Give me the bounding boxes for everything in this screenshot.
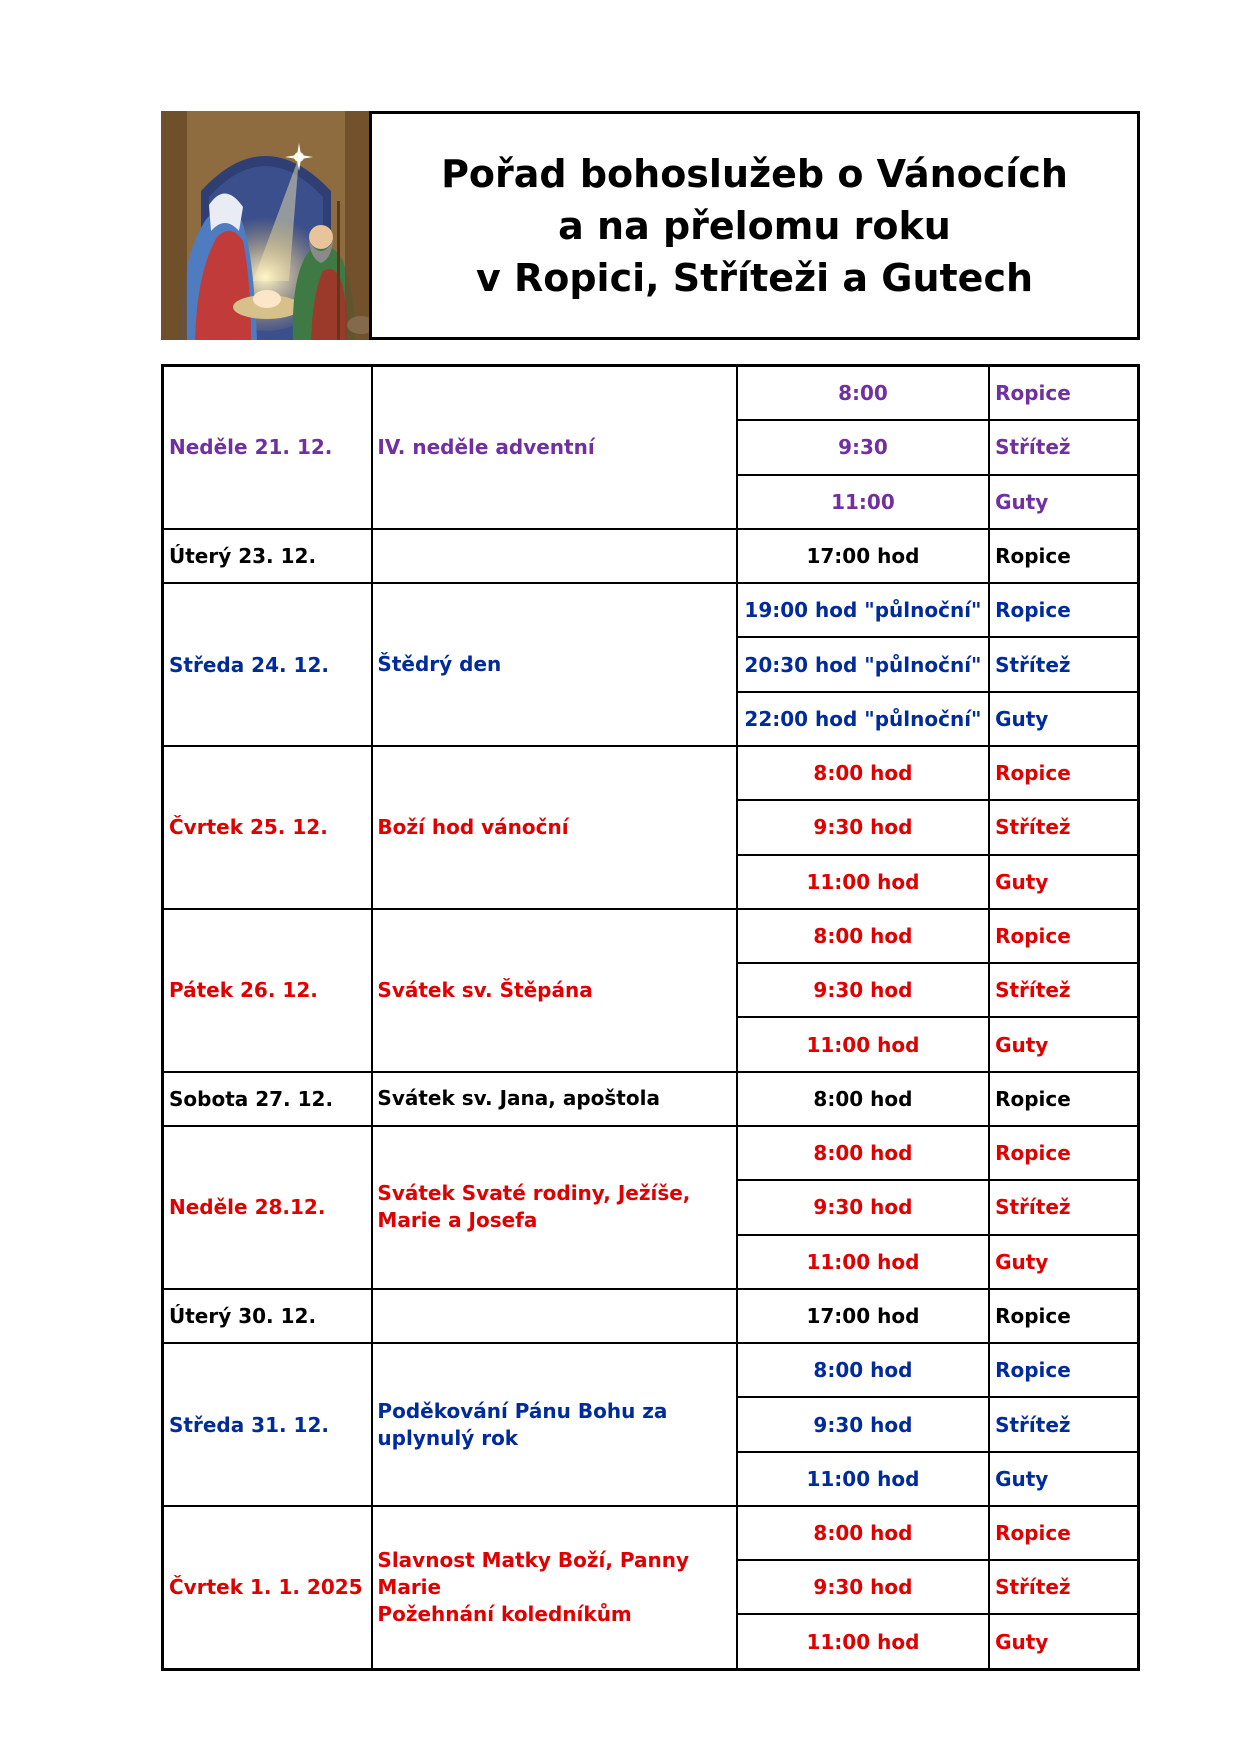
description-cell — [372, 1343, 736, 1506]
time-cell: 8:00 — [737, 366, 989, 421]
place-cell: Guty — [989, 855, 1138, 909]
time-cell: 22:00 hod "půlnoční" — [737, 692, 989, 746]
place-cell: Ropice — [989, 1289, 1138, 1343]
time-cell: 8:00 hod — [737, 1072, 989, 1126]
place-cell: Guty — [989, 475, 1138, 529]
time-cell: 17:00 hod — [737, 529, 989, 583]
description-text: Štědrý den — [377, 652, 502, 677]
time-cell: 11:00 hod — [737, 1017, 989, 1071]
place-cell: Střítež — [989, 1560, 1138, 1614]
time-cell: 8:00 hod — [737, 909, 989, 963]
place-cell: Ropice — [989, 1343, 1138, 1397]
title-line-3: v Ropici, Stříteži a Gutech — [475, 255, 1034, 300]
place-cell: Ropice — [989, 909, 1138, 963]
description-cell — [372, 583, 736, 746]
table-row — [163, 1126, 1139, 1180]
time-cell: 8:00 hod — [737, 746, 989, 800]
place-cell: Guty — [989, 1452, 1138, 1506]
place-cell: Ropice — [989, 1072, 1138, 1126]
day-cell: Středa 31. 12. — [163, 1343, 373, 1506]
table-row — [163, 1072, 1139, 1126]
place-cell: Ropice — [989, 583, 1138, 637]
time-cell: 11:00 hod — [737, 1452, 989, 1506]
title-box — [369, 111, 1140, 340]
time-cell: 9:30 hod — [737, 1560, 989, 1614]
table-row — [163, 529, 1139, 583]
description-cell — [372, 909, 736, 1072]
time-cell: 20:30 hod "půlnoční" — [737, 637, 989, 691]
place-cell: Guty — [989, 692, 1138, 746]
title-line-1: Pořad bohoslužeb o Vánocích — [441, 151, 1068, 196]
title-line-2: a na přelomu roku — [558, 203, 951, 248]
time-cell: 11:00 — [737, 475, 989, 529]
time-cell: 9:30 hod — [737, 1397, 989, 1451]
time-cell: 9:30 hod — [737, 963, 989, 1017]
header — [161, 111, 1140, 340]
time-cell: 8:00 hod — [737, 1343, 989, 1397]
description-cell — [372, 1072, 736, 1126]
place-cell: Guty — [989, 1017, 1138, 1071]
description-text: Poděkování Pánu Bohu za uplynulý rok — [377, 1398, 668, 1450]
place-cell: Střítež — [989, 963, 1138, 1017]
description-cell — [372, 529, 736, 583]
time-cell: 8:00 hod — [737, 1506, 989, 1560]
table-row — [163, 746, 1139, 800]
table-row — [163, 1289, 1139, 1343]
place-cell: Ropice — [989, 746, 1138, 800]
place-cell: Ropice — [989, 366, 1138, 421]
day-cell: Sobota 27. 12. — [163, 1072, 373, 1126]
place-cell: Střítež — [989, 637, 1138, 691]
schedule-body — [163, 366, 1139, 1670]
table-row — [163, 909, 1139, 963]
description-cell — [372, 366, 736, 529]
description-text: Svátek sv. Štěpána — [377, 977, 593, 1002]
place-cell: Střítež — [989, 800, 1138, 854]
description-cell — [372, 746, 736, 909]
nativity-picture — [161, 111, 369, 340]
description-text: Slavnost Matky Boží, Panny Marie Požehnání koledníkům — [377, 1547, 690, 1626]
description-text: Svátek sv. Jana, apoštola — [377, 1086, 660, 1111]
day-cell: Neděle 21. 12. — [163, 366, 373, 529]
day-cell: Neděle 28.12. — [163, 1126, 373, 1289]
description-cell — [372, 1126, 736, 1289]
day-cell: Čvrtek 25. 12. — [163, 746, 373, 909]
day-cell: Středa 24. 12. — [163, 583, 373, 746]
time-cell: 9:30 hod — [737, 1180, 989, 1234]
time-cell: 11:00 hod — [737, 855, 989, 909]
description-cell — [372, 1289, 736, 1343]
schedule-table — [161, 364, 1140, 1671]
time-cell: 19:00 hod "půlnoční" — [737, 583, 989, 637]
place-cell: Ropice — [989, 1126, 1138, 1180]
place-cell: Ropice — [989, 529, 1138, 583]
description-text: Svátek Svaté rodiny, Ježíše, Marie a Josefa — [377, 1181, 691, 1233]
place-cell: Střítež — [989, 1180, 1138, 1234]
time-cell: 11:00 hod — [737, 1614, 989, 1669]
place-cell: Ropice — [989, 1506, 1138, 1560]
table-row — [163, 1506, 1139, 1560]
description-text: Boží hod vánoční — [377, 814, 569, 839]
day-cell: Úterý 30. 12. — [163, 1289, 373, 1343]
time-cell: 9:30 — [737, 420, 989, 474]
day-cell: Čvrtek 1. 1. 2025 — [163, 1506, 373, 1670]
place-cell: Střítež — [989, 420, 1138, 474]
day-cell: Pátek 26. 12. — [163, 909, 373, 1072]
place-cell: Střítež — [989, 1397, 1138, 1451]
table-row — [163, 1343, 1139, 1397]
description-text: IV. neděle adventní — [377, 434, 595, 459]
time-cell: 17:00 hod — [737, 1289, 989, 1343]
time-cell: 11:00 hod — [737, 1235, 989, 1289]
time-cell: 9:30 hod — [737, 800, 989, 854]
day-cell: Úterý 23. 12. — [163, 529, 373, 583]
time-cell: 8:00 hod — [737, 1126, 989, 1180]
place-cell: Guty — [989, 1235, 1138, 1289]
table-row — [163, 583, 1139, 637]
description-cell — [372, 1506, 736, 1670]
place-cell: Guty — [989, 1614, 1138, 1669]
table-row — [163, 366, 1139, 421]
